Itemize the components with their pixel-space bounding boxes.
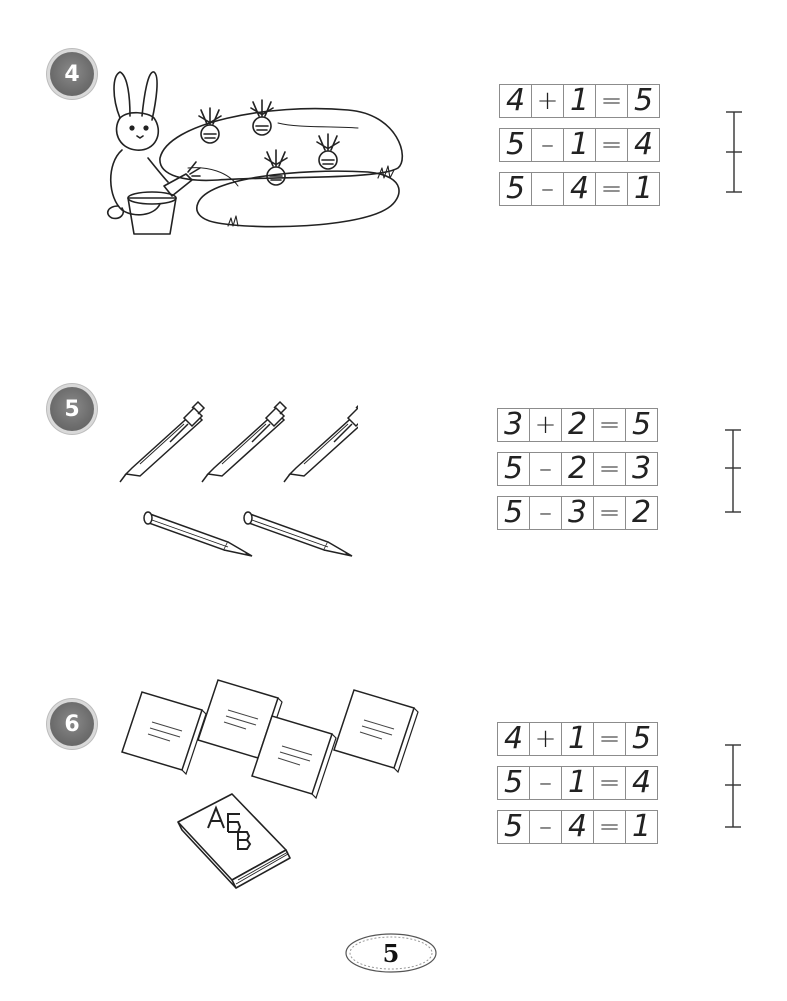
- equation-block: [497, 722, 663, 854]
- equation-cell: 5: [625, 408, 658, 442]
- equation-operator: =: [595, 128, 628, 162]
- equation-operator: =: [593, 496, 626, 530]
- equation-cell: 1: [563, 128, 596, 162]
- equation-row: [497, 496, 663, 530]
- equation-cell: 5: [497, 810, 530, 844]
- equation-operator: +: [529, 408, 562, 442]
- exercise-number: 6: [64, 711, 80, 737]
- equation-cell: 5: [627, 84, 660, 118]
- exercise-number-badge: [50, 702, 94, 746]
- equation-cell: 5: [497, 766, 530, 800]
- equation-operator: =: [595, 84, 628, 118]
- segment-diagram: [724, 110, 744, 194]
- exercise-number: 5: [64, 396, 80, 422]
- equation-block: [497, 408, 663, 540]
- equation-operator: –: [529, 452, 562, 486]
- equation-cell: 1: [563, 84, 596, 118]
- equation-operator: =: [593, 408, 626, 442]
- equation-cell: 5: [499, 128, 532, 162]
- equation-cell: 5: [497, 496, 530, 530]
- equation-row: [497, 408, 663, 442]
- equation-cell: 1: [561, 722, 594, 756]
- equation-operator: –: [529, 810, 562, 844]
- equation-cell: 3: [561, 496, 594, 530]
- pens-pencils-illustration: [118, 384, 358, 560]
- equation-cell: 4: [563, 172, 596, 206]
- exercise-number-badge: [50, 387, 94, 431]
- bunny-garden-illustration: [98, 68, 410, 236]
- equation-cell: 4: [499, 84, 532, 118]
- equation-operator: =: [593, 810, 626, 844]
- equation-operator: =: [593, 722, 626, 756]
- page-number: 5: [382, 938, 400, 968]
- equation-cell: 1: [625, 810, 658, 844]
- equation-operator: =: [595, 172, 628, 206]
- equation-cell: 5: [625, 722, 658, 756]
- equation-row: [499, 172, 665, 206]
- equation-cell: 5: [497, 452, 530, 486]
- exercise-number: 4: [64, 61, 80, 87]
- equation-block: [499, 84, 665, 216]
- equation-row: [497, 810, 663, 844]
- equation-cell: 2: [561, 452, 594, 486]
- equation-cell: 2: [561, 408, 594, 442]
- equation-cell: 4: [625, 766, 658, 800]
- equation-cell: 1: [627, 172, 660, 206]
- equation-row: [499, 84, 665, 118]
- equation-operator: +: [529, 722, 562, 756]
- equation-cell: 4: [561, 810, 594, 844]
- exercise-number-badge: [50, 52, 94, 96]
- notebooks-book-illustration: [116, 672, 420, 894]
- equation-operator: –: [529, 766, 562, 800]
- equation-row: [499, 128, 665, 162]
- equation-operator: –: [529, 496, 562, 530]
- segment-diagram: [723, 743, 743, 829]
- equation-cell: 3: [625, 452, 658, 486]
- equation-operator: –: [531, 128, 564, 162]
- equation-row: [497, 452, 663, 486]
- equation-cell: 2: [625, 496, 658, 530]
- equation-cell: 3: [497, 408, 530, 442]
- equation-operator: –: [531, 172, 564, 206]
- equation-row: [497, 766, 663, 800]
- equation-cell: 4: [627, 128, 660, 162]
- equation-operator: =: [593, 452, 626, 486]
- equation-row: [497, 722, 663, 756]
- equation-operator: =: [593, 766, 626, 800]
- segment-diagram: [723, 428, 743, 514]
- equation-operator: +: [531, 84, 564, 118]
- equation-cell: 5: [499, 172, 532, 206]
- equation-cell: 1: [561, 766, 594, 800]
- page-number-badge: [343, 931, 439, 975]
- equation-cell: 4: [497, 722, 530, 756]
